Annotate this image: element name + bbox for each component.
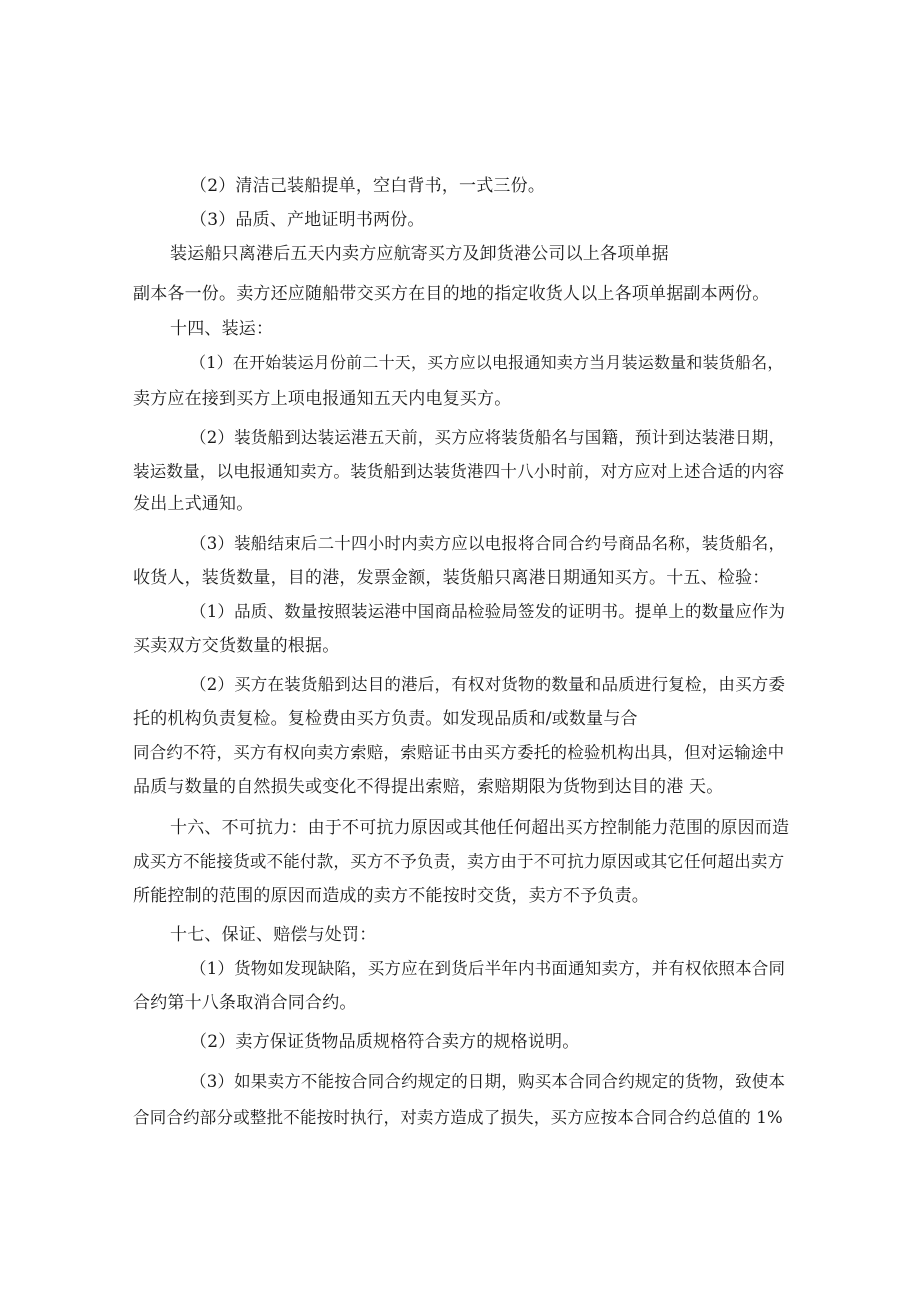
- text-line: （2）装货船到达装运港五天前，买方应将装货船名与国籍，预计到达装港日期，: [190, 428, 786, 447]
- text-line: 发出上式通知。: [133, 494, 254, 514]
- text-line: 收货人，装货数量，目的港，发票金额，装货船只离港日期通知买方。十五、检验：: [133, 568, 770, 588]
- text-line: 所能控制的范围的原因而造成的卖方不能按时交货，卖方不予负责。: [133, 886, 649, 906]
- text-line: （3）品质、产地证明书两份。: [190, 210, 425, 230]
- text-line: 买卖双方交货数量的根据。: [133, 636, 340, 656]
- text-line: 装运数量，以电报通知卖方。装货船到达装货港四十八小时前，对方应对上述合适的内容: [133, 462, 785, 481]
- section-heading: 十七、保证、赔偿与处罚：: [170, 925, 377, 945]
- section-heading: 十六、不可抗力：由于不可抗力原因或其他任何超出买方控制能力范围的原因而造: [170, 818, 790, 838]
- text-line: 合约第十八条取消合同合约。: [133, 993, 357, 1013]
- text-line: 品质与数量的自然损失或变化不得提出索赔，索赔期限为货物到达目的港 天。: [133, 777, 724, 797]
- text-line: （1）在开始装运月份前二十天，买方应以电报通知卖方当月装运数量和装货船名，: [190, 353, 784, 372]
- text-line: （3）如果卖方不能按合同合约规定的日期，购买本合同合约规定的货物，致使本: [190, 1072, 786, 1091]
- text-line: （1）货物如发现缺陷，买方应在到货后半年内书面通知卖方，并有权依照本合同: [190, 959, 786, 978]
- text-line: （2）清洁己装船提单，空白背书，一式三份。: [190, 176, 546, 196]
- section-heading: 十四、装运：: [170, 319, 274, 339]
- text-line: 合同合约部分或整批不能按时执行，对卖方造成了损失，买方应按本合同合约总值的 1%: [133, 1108, 783, 1127]
- text-line: 装运船只离港后五天内卖方应航寄买方及卸货港公司以上各项单据: [170, 244, 669, 264]
- text-line: （3）装船结束后二十四小时内卖方应以电报将合同合约号商品名称，装货船名，: [190, 534, 786, 553]
- text-line: 托的机构负责复检。复检费由买方负责。如发现品质和/或数量与合: [133, 709, 638, 729]
- text-line: （2）卖方保证货物品质规格符合卖方的规格说明。: [190, 1032, 580, 1052]
- text-line: 同合约不符，买方有权向卖方索赔，索赔证书由买方委托的检验机构出具，但对运输途中: [133, 743, 785, 762]
- text-line: （1）品质、数量按照装运港中国商品检验局签发的证明书。提单上的数量应作为: [190, 602, 786, 621]
- text-line: 成买方不能接货或不能付款，买方不予负责，卖方由于不可抗力原因或其它任何超出卖方: [133, 852, 785, 871]
- text-line: 副本各一份。卖方还应随船带交买方在目的地的指定收货人以上各项单据副本两份。: [133, 284, 770, 304]
- text-line: （2）买方在装货船到达目的港后，有权对货物的数量和品质进行复检，由买方委: [190, 675, 786, 694]
- text-line: 卖方应在接到买方上项电报通知五天内电复买方。: [133, 389, 512, 409]
